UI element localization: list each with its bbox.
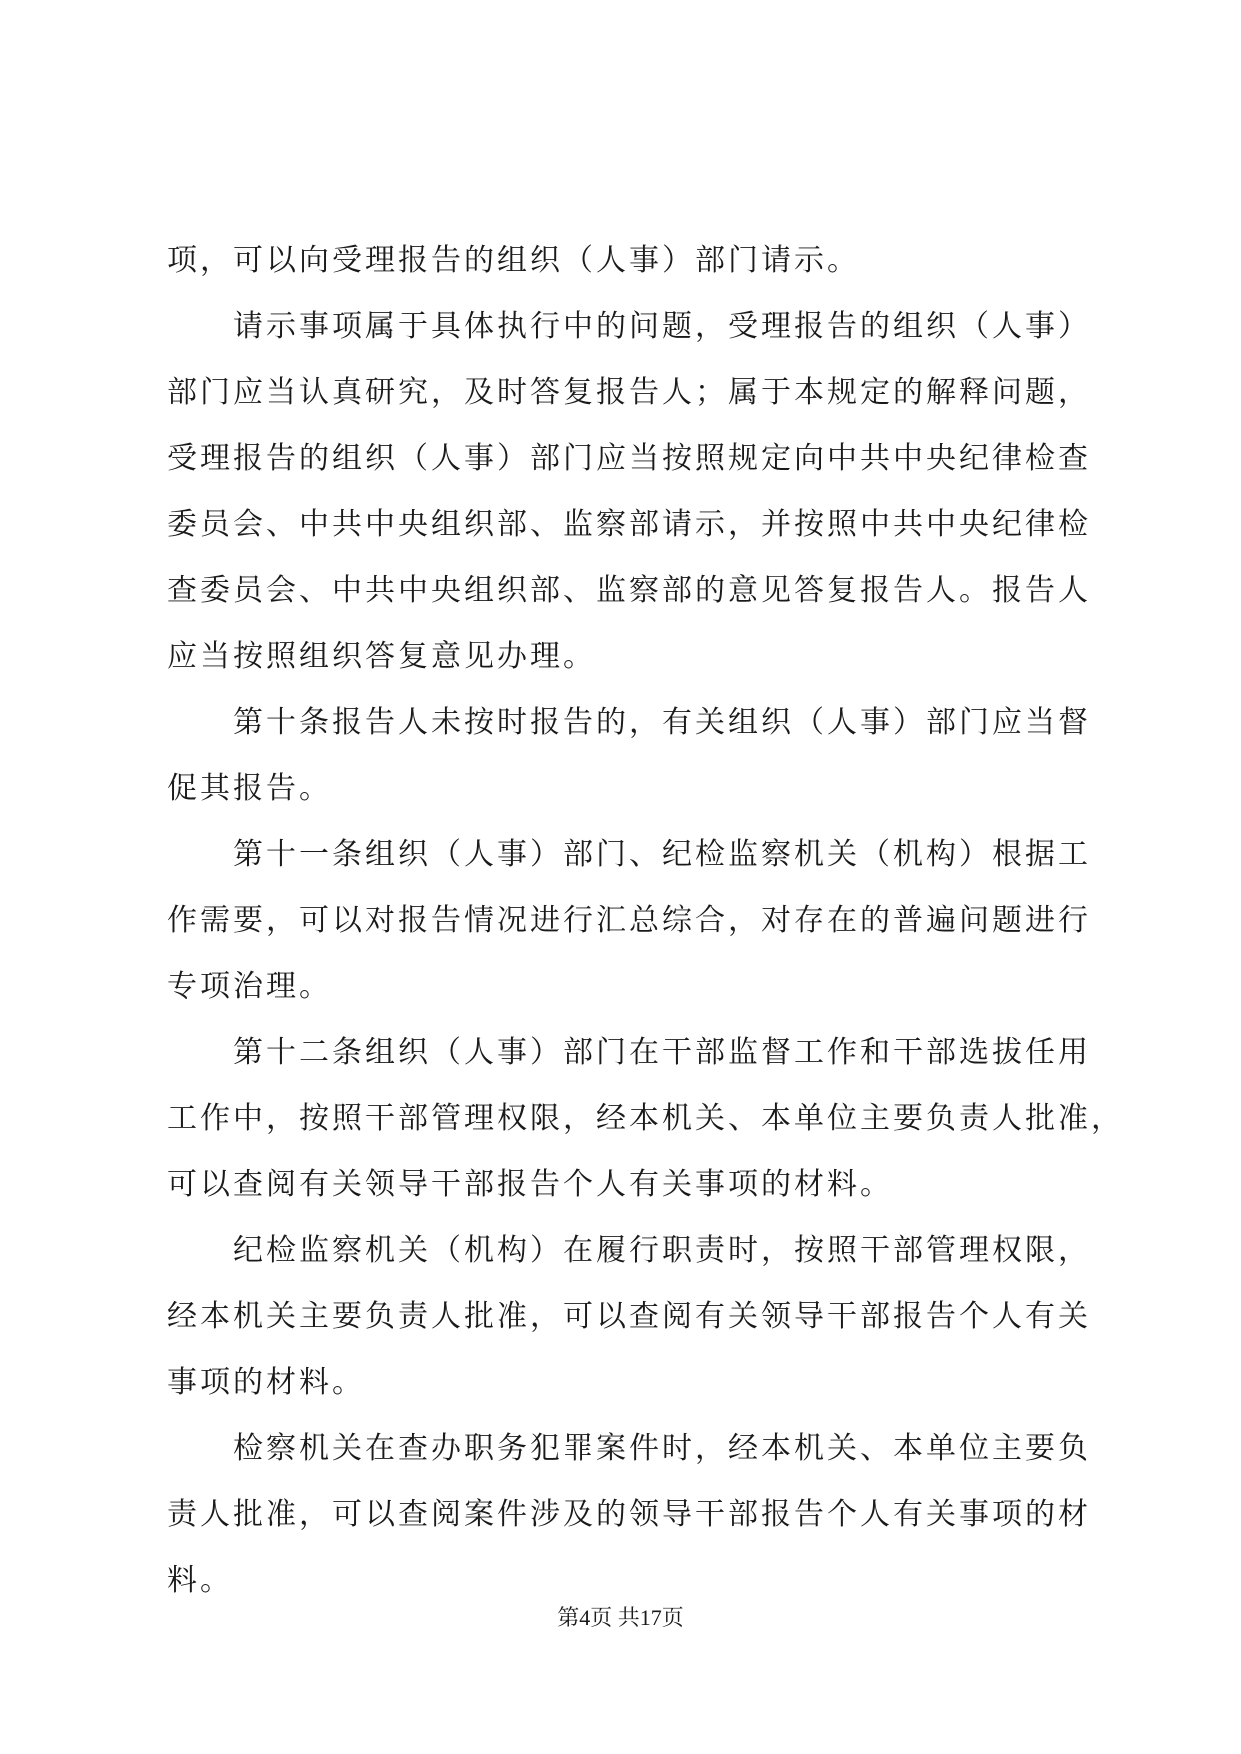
- text-line: 检察机关在查办职务犯罪案件时，经本机关、本单位主要负: [167, 1431, 1091, 1466]
- text-line: 事项的材料。: [167, 1365, 365, 1400]
- text-line: 纪检监察机关（机构）在履行职责时，按照干部管理权限，: [167, 1233, 1091, 1268]
- text-line: 委员会、中共中央组织部、监察部请示，并按照中共中央纪律检: [167, 507, 1091, 542]
- text-line: 第十二条组织（人事）部门在干部监督工作和干部选拔任用: [167, 1035, 1091, 1070]
- text-line: 经本机关主要负责人批准，可以查阅有关领导干部报告个人有关: [167, 1299, 1091, 1334]
- text-line: 项，可以向受理报告的组织（人事）部门请示。: [167, 243, 860, 278]
- text-line: 应当按照组织答复意见办理。: [167, 639, 596, 674]
- text-line: 查委员会、中共中央组织部、监察部的意见答复报告人。报告人: [167, 573, 1091, 608]
- page-number-footer: 第4页 共17页: [557, 1605, 684, 1630]
- text-line: 第十条报告人未按时报告的，有关组织（人事）部门应当督: [167, 705, 1091, 740]
- document-body: [167, 228, 1124, 1614]
- text-line: 作需要，可以对报告情况进行汇总综合，对存在的普遍问题进行: [167, 903, 1091, 938]
- text-line: 工作中，按照干部管理权限，经本机关、本单位主要负责人批准，: [167, 1101, 1124, 1136]
- text-line: 可以查阅有关领导干部报告个人有关事项的材料。: [167, 1167, 893, 1202]
- text-line: 专项治理。: [167, 969, 332, 1004]
- text-line: 请示事项属于具体执行中的问题，受理报告的组织（人事）: [167, 309, 1091, 344]
- text-line: 受理报告的组织（人事）部门应当按照规定向中共中央纪律检查: [167, 441, 1091, 476]
- text-line: 责人批准，可以查阅案件涉及的领导干部报告个人有关事项的材: [167, 1497, 1091, 1532]
- text-line: 部门应当认真研究，及时答复报告人；属于本规定的解释问题，: [167, 375, 1091, 410]
- text-line: 第十一条组织（人事）部门、纪检监察机关（机构）根据工: [167, 837, 1091, 872]
- text-line: 促其报告。: [167, 771, 332, 806]
- text-line: 料。: [167, 1563, 233, 1598]
